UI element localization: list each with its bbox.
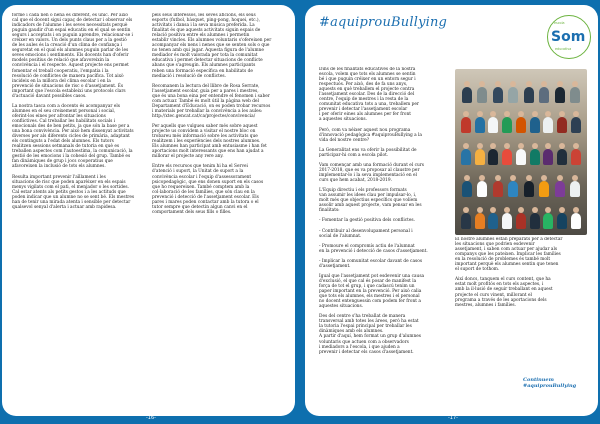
hashtag-title: #aquiprouBullying (319, 15, 448, 30)
logo-bottom-text: educativa (555, 47, 572, 51)
photo-front-row (459, 209, 583, 229)
left-page (2, 5, 295, 416)
logo-top-text: escola (554, 21, 565, 25)
som-logo (541, 9, 595, 63)
right-column-2: El nostre alumnes estan preparats per a detectar les situacions que podrien esdevenir assetjament, i saben com actuar per ajudar als companys que les pateixen. Implicar les famílies en la resolució de problemes és també molt important perquè els alumnes sentin que tenen el suport de tothom. Així doncs, tanquem el curs content, que ha estat molt profitós en tots els aspectes, i amb la il·lusió de seguir treballant en aquest projecte el curs vinent, millorant el programa a través de les aportacions dels mestres, alumnes i famílies. (455, 237, 563, 308)
page-number-left: -16- (146, 415, 156, 421)
left-column-1: forme i cada nen o nena és diferent, és únic. Per això cal que el docent sigui capaç de detectar i observar els indicadors de l'alumne i les seves necessitats perquè puguin gaudir d'un espai educatiu en el qual se sentin segurs i acceptats i on puguin aprendre, relacionar-se i créixer en valors. Un dels punts claus per a la gestió de les aules és la creació d'un clima de confiança i seguretat en el qual els alumnes puguin parlar de les seves emocions i sentiments. Els docents han d'oferir models positius de relació que afavoreixin la convivència i el respecte. Aquest projecte ens permet fomentar el treball cooperatiu, l'empatia i la resolució de conflictes de manera pacífica. Tot això incideix en la millora del clima escolar i en la prevenció de situacions de risc o d'assetjament. És important que l'escola estableixi uns protocols clars d'actuació davant possibles casos. La nostra tasca com a docents és acompanyar els alumnes en el seu creixement personal i social, oferint-los eines per afrontar les situacions conflictives. Cal treballar les habilitats socials i emocionals des de ben petits, ja que són la base per a una bona convivència. Per això hem dissenyat activitats diverses per als diferents cicles de primària, adaptant els continguts a l'edat dels alumnes. Els tutors realitzen sessions setmanals de tutoria en què es treballen aspectes com l'autoestima, la comunicació, la gestió de les emocions i la cohesió del grup. També es fan dinàmiques de grup i jocs cooperatius que afavoreixen la inclusió de tots els alumnes. Resulta important prevenir l'aïllament i les situacions de risc que poden aparèixer en els espais menys vigilats com el pati, el menjador o les sortides. Cal estar atents als petits gestos i a les actituds que poden indicar que un alumne no se sent bé. Els mestres han de tenir una mirada atenta i sensible per detectar qualsevol senyal d'alerta i actuar amb rapidesa. (12, 13, 135, 210)
left-column-2: pels seus interessos, les seves aficions, els seus esports (futbol, bàsquet, ping-pong, hoquei, etc.), activitats i dansa i la seva música preferida. La finalitat és que aquests activitats siguin espais de relació positiva entre els alumnes i permetin establir vincles. Els alumnes voluntaris s'ofereixen per acompanyar els nens i nenes que se senten sols o que no tenen amb qui jugar. Aquesta figura de l'alumne mediador és molt valorada per tota la comunitat educativa i permet detectar situacions de conflicte abans que s'agreugin. Els alumnes participants reben una formació específica en habilitats de mediació i resolució de conflictes. Recomanem la lectura del llibre de Rosa Serrate, l'assetjament escolar, guia per a pares i mestres, que és una bona eina per entendre el fenomen i saber com actuar. També és molt útil la pàgina web del Departament d'Educació, on es poden trobar recursos i materials per treballar la convivència a les aules: http://xtec.gencat.cat/ca/projectes/convivencia/ Per aquells que vulgueu saber més sobre aquest projecte us convidem a visitar el nostre bloc on trobareu més informació sobre les activitats que realitzem i les experiències dels nostres alumnes. Els alumnes han participat amb entusiasme i han fet aportacions molt interessants que ens han ajudat a millorar el projecte any rere any. Entre els recursos que tenim hi ha el Servei d'atenció i suport, la Unitat de suport a la convivència escolar i l'equip d'assessorament psicopedagògic, que ens donen suport en els casos que ho requereixen. També comptem amb la col·laboració de les famílies, que són clau en la prevenció i detecció de l'assetjament escolar. Els pares i mares poden contactar amb la tutora o el tutor sempre que detectin algun canvi en el comportament dels seus fills o filles. (152, 13, 272, 215)
page-number-right: -17- (448, 415, 458, 421)
photo-row-2 (459, 113, 583, 133)
right-page (305, 5, 598, 416)
logo-main-text: Som (551, 29, 586, 45)
photo-row-4 (459, 177, 583, 197)
photo-back-row (459, 83, 583, 103)
photo-row-3 (459, 145, 583, 165)
right-column-1: Dins de les finalitats educatives de la nostra escola, volem que tots els alumnes se sentin bé i que puguin créixer en un entorn segur i respectuós. Per això, des de fa uns anys, aquests en què treballem el projecte contra l'assetjament escolar. Des de la direcció del centre, l'equip de mestres i la resta de la comunitat educativa tots a una, treballem per prevenir i detectar l'assetjament escolar i per oferir eines als alumnes per fer front a aquestes situacions. Però, com va néixer aquest nou programa d'innovació pedagògica #aquiprouBullying a la vida del nostre centre? La Generalitat ens va oferir la possibilitat de participar-hi com a escola pilot. Vam començar amb una formació durant el curs 2017-2018, que es va proposar al claustre per implementar-lo i la seva implementació en el curs que hem acabat, 2018-2019. L'Equip directiu i els professors formats van assumir les idees clau per impulsar-lo, i, molt més que objectius específics que volíem assolir amb aquest projecte, vam pensar en les finalitats: - Fomentar la gestió positiva dels conflictes. - Contribuir al desenvolupament personal i social de l'alumnat. - Promoure el compromís actiu de l'alumnat en la prevenció i detecció de casos d'assetjament. - Implicar la comunitat escolar davant de casos d'assetjament. Igual que l'assetjament pot esdevenir una causa d'exclusió, el que cal és posar de manifest la força de tot el grup, i que cadascú tenim un paper important en la prevenció. Per això calia que tots els alumnes, els mestres i el personal no docent entenguessin com podem fer front a aquestes situacions. Des del centre s'ha treballat de manera transversal amb totes les àrees, però ha estat la tutoria l'espai principal per treballar les dinàmiques amb els alumnes. A partir d'aquí, hem format un grup d'alumnes voluntaris que actuen com a observadors i mediadors a l'escola, i que ajuden a prevenir i detectar els casos d'assetjament. (319, 67, 428, 355)
closing-signature: Continuem #aquiprouBullying (523, 377, 577, 389)
group-photo (455, 69, 587, 235)
